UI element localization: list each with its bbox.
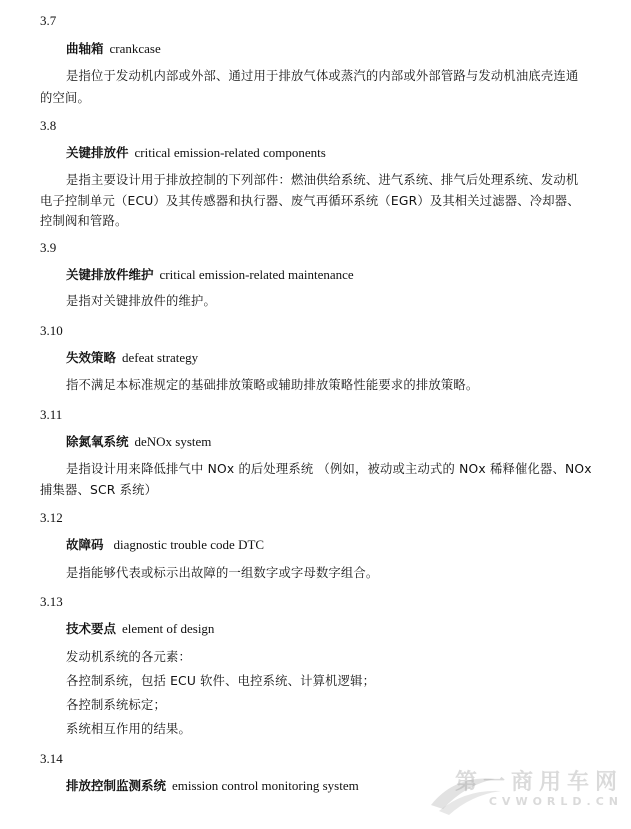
definition-line: 发动机系统的各元素： (66, 650, 191, 664)
watermark-chinese-text: 第一商用车网 (454, 770, 623, 795)
definition-line: 是指对关键排放件的维护。 (66, 294, 216, 308)
term-chinese: 失效策略 (66, 350, 117, 365)
term-english: defeat strategy (122, 350, 199, 365)
section-number: 3.14 (40, 751, 63, 766)
section-number: 3.12 (40, 510, 63, 525)
section-number: 3.7 (40, 13, 57, 28)
definition-line: 是指主要设计用于排放控制的下列部件：燃油供给系统、进气系统、排气后处理系统、发动机 (66, 173, 579, 187)
definition-line: 的空间。 (40, 91, 90, 105)
watermark-english-text: CVWORLD.CN (488, 795, 623, 808)
term-english: element of design (122, 621, 215, 636)
term-english: critical emission-related maintenance (159, 267, 354, 282)
term-chinese: 曲轴箱 (66, 41, 104, 56)
term-english: deNOx system (134, 434, 212, 449)
definition-line: 捕集器、SCR 系统） (40, 483, 158, 497)
definition-line: 电子控制单元（ECU）及其传感器和执行器、废气再循环系统（EGR）及其相关过滤器、冷却器、 (40, 194, 580, 208)
term-english: critical emission-related components (134, 145, 326, 160)
definition-line: 各控制系统标定； (66, 698, 166, 712)
term-heading (66, 350, 198, 366)
definition-line: 是指设计用来降低排气中 NOx 的后处理系统 （例如，被动或主动式的 NOx 稀释催化器、NOx (66, 462, 592, 476)
section-number: 3.9 (40, 240, 57, 255)
term-chinese: 故障码 (66, 537, 104, 552)
definition-line: 是指能够代表或标示出故障的一组数字或字母数字组合。 (66, 566, 379, 580)
definition-line: 系统相互作用的结果。 (66, 722, 191, 736)
term-heading (66, 41, 161, 57)
definition-line: 各控制系统，包括 ECU 软件、电控系统、计算机逻辑； (66, 674, 376, 688)
definition-line: 是指位于发动机内部或外部、通过用于排放气体或蒸汽的内部或外部管路与发动机油底壳连通 (66, 69, 579, 83)
term-heading (66, 267, 354, 283)
term-heading (66, 778, 359, 794)
term-heading (66, 621, 214, 637)
term-english: emission control monitoring system (172, 778, 359, 793)
term-chinese: 关键排放件 (66, 145, 129, 160)
term-heading (66, 537, 264, 553)
term-chinese: 技术要点 (66, 621, 117, 636)
section-number: 3.8 (40, 118, 57, 133)
term-chinese: 排放控制监测系统 (66, 778, 167, 793)
term-english: diagnostic trouble code DTC (113, 537, 265, 552)
watermark (425, 765, 625, 817)
term-chinese: 关键排放件维护 (66, 267, 154, 282)
definition-line: 控制阀和管路。 (40, 214, 128, 228)
section-number: 3.11 (40, 407, 63, 422)
term-heading (66, 145, 326, 161)
term-heading (66, 434, 211, 450)
section-number: 3.13 (40, 594, 63, 609)
term-chinese: 除氮氧系统 (66, 434, 129, 449)
section-number: 3.10 (40, 323, 63, 338)
definition-line: 指不满足本标准规定的基础排放策略或辅助排放策略性能要求的排放策略。 (66, 378, 479, 392)
term-english: crankcase (109, 41, 161, 56)
